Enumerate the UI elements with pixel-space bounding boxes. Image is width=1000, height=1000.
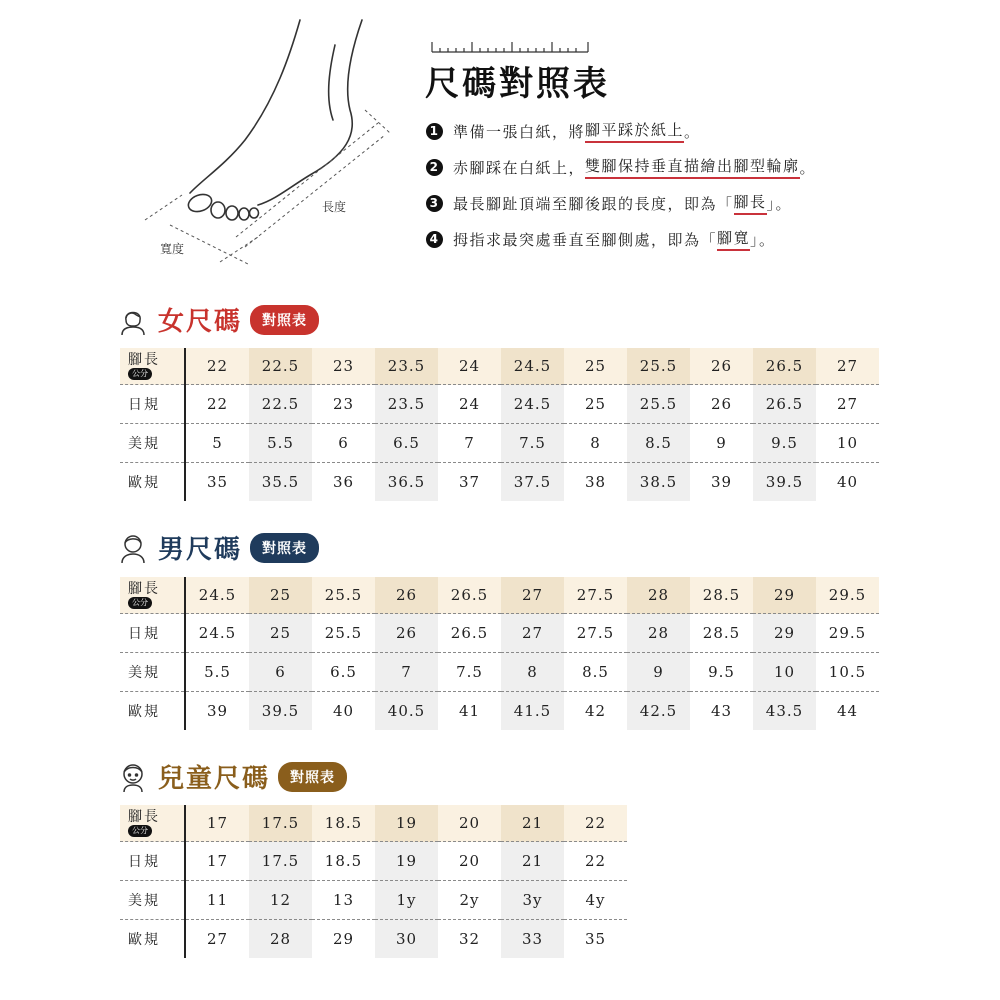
step-text: 最長腳趾頂端至腳後跟的長度，即為「 [453,194,734,213]
size-cell: 17.5 [249,805,312,842]
step-text-end: 」。 [750,230,776,249]
size-cell: 29 [753,577,816,614]
row-label [120,577,185,614]
size-cell: 39 [185,692,249,731]
size-cell: 43.5 [753,692,816,731]
length-label-text: 腳長 [128,352,160,368]
size-cell: 27 [501,577,564,614]
size-cell: 9 [627,653,690,692]
size-cell: 30 [375,920,438,959]
step-text: 赤腳踩在白紙上， [453,158,586,177]
size-cell: 11 [185,881,249,920]
size-cell: 39 [690,463,753,502]
size-cell: 36 [312,463,375,502]
size-cell: 22.5 [249,348,312,385]
size-cell: 12 [249,881,312,920]
woman-icon [118,304,148,336]
size-cell: 22 [185,348,249,385]
size-cell: 24.5 [185,614,249,653]
size-cell: 24 [438,348,501,385]
size-cell: 26.5 [438,614,501,653]
size-cell: 10 [753,653,816,692]
row-label [120,805,185,842]
women-eu-row [120,463,879,502]
size-cell: 40.5 [375,692,438,731]
size-cell: 17 [185,805,249,842]
men-length-row [120,577,879,614]
size-cell: 38.5 [627,463,690,502]
step-highlight: 腳長 [734,191,767,215]
step-text-end: 」。 [766,194,793,213]
page-title: 尺碼對照表 [425,64,610,104]
men-us-row [120,653,879,692]
size-cell: 26.5 [753,385,816,424]
size-cell: 26.5 [753,348,816,385]
size-cell: 42.5 [627,692,690,731]
size-cell: 17.5 [249,842,312,881]
row-label: 美規 [120,653,185,692]
size-cell: 23 [312,348,375,385]
size-cell: 20 [438,805,501,842]
size-cell: 20 [438,842,501,881]
size-cell: 25 [249,614,312,653]
size-cell: 17 [185,842,249,881]
row-label: 美規 [120,881,185,920]
man-icon [118,532,148,564]
size-cell: 24.5 [501,348,564,385]
size-cell: 28 [627,577,690,614]
men-section-header [118,529,319,566]
step-number: 2 [426,159,443,176]
size-cell: 25 [564,385,627,424]
size-cell: 41.5 [501,692,564,731]
size-cell: 8 [564,424,627,463]
unit-badge: 公分 [128,368,152,380]
size-cell: 35.5 [249,463,312,502]
women-section-header [118,301,319,338]
size-cell: 10 [816,424,879,463]
size-cell: 29 [753,614,816,653]
women-length-row [120,348,879,385]
men-badge: 對照表 [250,533,319,563]
size-cell: 7.5 [501,424,564,463]
foot-illustration [140,15,420,270]
row-label: 歐規 [120,920,185,959]
size-cell: 43 [690,692,753,731]
length-label [128,582,160,609]
ruler-icon [430,40,590,54]
size-cell: 29.5 [816,577,879,614]
step-text: 準備一張白紙，將 [453,122,586,141]
size-cell: 26 [690,348,753,385]
size-cell: 25.5 [312,577,375,614]
row-label [120,348,185,385]
kids-title: 兒童尺碼 [158,764,271,794]
unit-badge: 公分 [128,597,152,609]
size-cell: 25.5 [627,385,690,424]
step-3 [426,194,996,212]
women-us-row [120,424,879,463]
unit-badge: 公分 [128,825,152,837]
size-cell: 1y [375,881,438,920]
size-cell: 27 [816,385,879,424]
size-cell: 37.5 [501,463,564,502]
size-cell: 22 [564,842,627,881]
size-cell: 4y [564,881,627,920]
length-label-text: 腳長 [128,581,160,597]
row-label: 日規 [120,385,185,424]
step-highlight: 腳平踩於紙上 [585,119,684,143]
size-cell: 26 [375,614,438,653]
size-cell: 39.5 [753,463,816,502]
size-cell: 29.5 [816,614,879,653]
step-number: 3 [426,195,443,212]
size-cell: 39.5 [249,692,312,731]
size-cell: 24.5 [185,577,249,614]
size-cell: 38 [564,463,627,502]
size-cell: 26 [690,385,753,424]
kids-eu-row [120,920,627,959]
size-cell: 6 [312,424,375,463]
size-cell: 40 [816,463,879,502]
size-cell: 27.5 [564,577,627,614]
size-cell: 28 [249,920,312,959]
size-cell: 7 [375,653,438,692]
size-cell: 24.5 [501,385,564,424]
size-cell: 21 [501,805,564,842]
size-cell: 5.5 [185,653,249,692]
step-number: 4 [426,231,443,248]
step-number: 1 [426,123,443,140]
size-cell: 26.5 [438,577,501,614]
women-size-table [120,348,879,501]
length-label: 長度 [322,200,347,214]
size-cell: 19 [375,805,438,842]
size-cell: 18.5 [312,842,375,881]
step-highlight: 雙腳保持垂直描繪出腳型輪廓 [585,155,800,179]
row-label: 美規 [120,424,185,463]
size-cell: 22.5 [249,385,312,424]
size-cell: 18.5 [312,805,375,842]
size-cell: 22 [564,805,627,842]
women-title: 女尺碼 [158,307,243,337]
row-label: 日規 [120,614,185,653]
size-cell: 8.5 [564,653,627,692]
size-cell: 28.5 [690,577,753,614]
length-label-text: 腳長 [128,809,160,825]
kids-tw-row [120,842,627,881]
step-2 [426,158,996,176]
size-cell: 7.5 [438,653,501,692]
size-cell: 32 [438,920,501,959]
size-cell: 27.5 [564,614,627,653]
size-cell: 27 [501,614,564,653]
men-title: 男尺碼 [158,535,243,565]
size-cell: 7 [438,424,501,463]
size-cell: 35 [564,920,627,959]
size-cell: 9.5 [690,653,753,692]
women-badge: 對照表 [250,305,319,335]
size-cell: 35 [185,463,249,502]
size-cell: 23.5 [375,385,438,424]
step-text-end: 。 [684,122,701,141]
size-cell: 22 [185,385,249,424]
size-cell: 25.5 [312,614,375,653]
size-cell: 41 [438,692,501,731]
row-label: 日規 [120,842,185,881]
size-cell: 8.5 [627,424,690,463]
men-tw-row [120,614,879,653]
kids-size-table [120,805,627,958]
step-1 [426,122,996,140]
size-cell: 3y [501,881,564,920]
size-cell: 27 [185,920,249,959]
kids-badge: 對照表 [278,762,347,792]
size-cell: 9 [690,424,753,463]
size-cell: 10.5 [816,653,879,692]
size-cell: 6 [249,653,312,692]
row-label: 歐規 [120,692,185,731]
size-cell: 6.5 [312,653,375,692]
size-cell: 25.5 [627,348,690,385]
size-cell: 33 [501,920,564,959]
kids-us-row [120,881,627,920]
size-cell: 29 [312,920,375,959]
width-label: 寬度 [160,242,185,256]
size-cell: 5.5 [249,424,312,463]
step-4 [426,230,996,248]
size-cell: 6.5 [375,424,438,463]
size-cell: 8 [501,653,564,692]
size-cell: 25 [249,577,312,614]
size-cell: 37 [438,463,501,502]
length-label [128,353,160,380]
size-cell: 40 [312,692,375,731]
size-cell: 26 [375,577,438,614]
size-cell: 23 [312,385,375,424]
size-cell: 27 [816,348,879,385]
women-tw-row [120,385,879,424]
men-size-table [120,577,879,730]
size-cell: 44 [816,692,879,731]
size-cell: 28.5 [690,614,753,653]
length-label [128,810,160,837]
child-icon [118,761,148,793]
size-cell: 23.5 [375,348,438,385]
size-cell: 9.5 [753,424,816,463]
kids-section-header [118,758,347,795]
size-cell: 25 [564,348,627,385]
step-text: 拇指求最突處垂直至腳側處，即為「 [453,230,718,249]
measurement-steps [426,122,996,266]
size-cell: 2y [438,881,501,920]
size-cell: 36.5 [375,463,438,502]
size-cell: 24 [438,385,501,424]
kids-length-row [120,805,627,842]
step-text-end: 。 [799,158,817,177]
row-label: 歐規 [120,463,185,502]
size-cell: 28 [627,614,690,653]
size-cell: 5 [185,424,249,463]
size-cell: 13 [312,881,375,920]
size-cell: 42 [564,692,627,731]
step-highlight: 腳寬 [717,227,750,251]
men-eu-row [120,692,879,731]
size-cell: 21 [501,842,564,881]
size-cell: 19 [375,842,438,881]
